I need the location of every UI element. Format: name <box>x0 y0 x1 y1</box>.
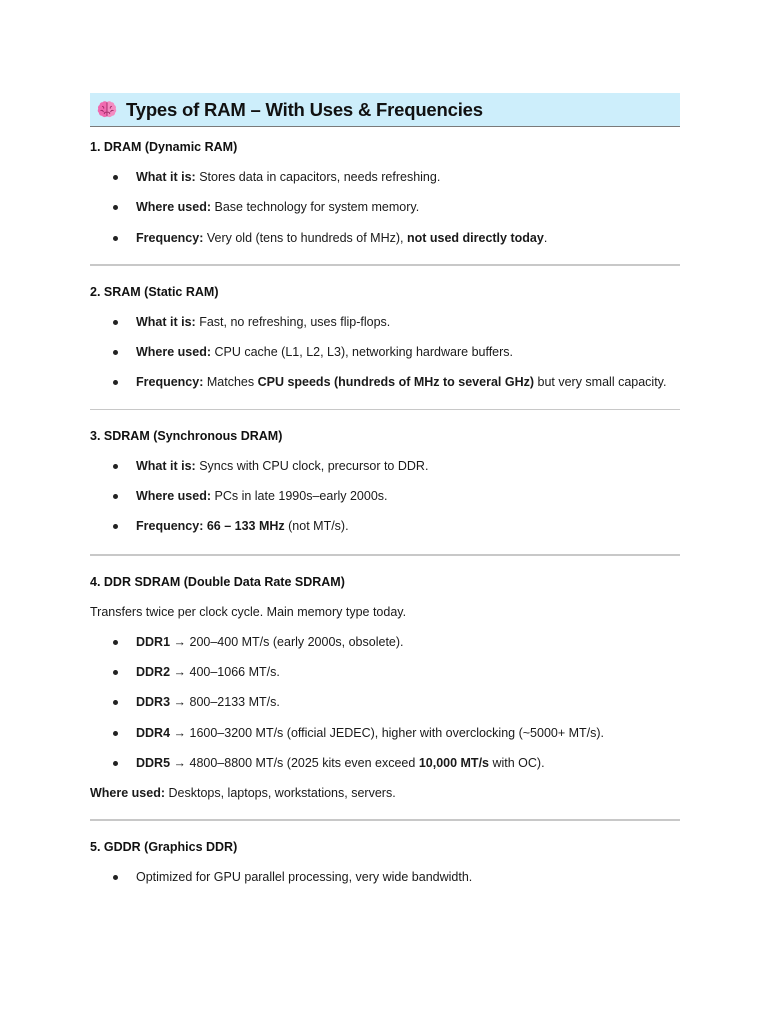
bullet-icon <box>113 175 118 180</box>
section-heading: 2. SRAM (Static RAM) <box>90 284 219 299</box>
section-dram <box>90 132 680 253</box>
bullet-icon <box>113 205 118 210</box>
list-item: Frequency: 66 – 133 MHz (not MT/s). <box>90 511 680 541</box>
list-item: What it is: Fast, no refreshing, uses flip-flops. <box>90 307 680 337</box>
bullet-list <box>90 627 680 778</box>
section-divider <box>90 819 680 821</box>
bullet-icon <box>113 494 118 499</box>
bullet-icon <box>113 380 118 385</box>
page-title: Types of RAM – With Uses & Frequencies <box>126 98 483 120</box>
bullet-icon <box>113 700 118 705</box>
section-heading: 1. DRAM (Dynamic RAM) <box>90 140 238 154</box>
bullet-list <box>90 862 680 892</box>
bullet-icon <box>113 464 118 469</box>
bullet-list <box>90 307 680 398</box>
list-item: DDR2 → 400–1066 MT/s. <box>90 657 680 687</box>
bullet-list <box>90 162 680 253</box>
bullet-icon <box>113 761 118 766</box>
bullet-icon <box>113 875 118 880</box>
document-page <box>90 93 680 892</box>
list-item: Frequency: Matches CPU speeds (hundreds of MHz to several GHz) but very small capacity. <box>90 367 680 397</box>
list-item: What it is: Syncs with CPU clock, precursor to DDR. <box>90 451 680 481</box>
section-sram <box>90 277 680 398</box>
section-heading: 4. DDR SDRAM (Double Data Rate SDRAM) <box>90 574 345 589</box>
section-heading: 5. GDDR (Graphics DDR) <box>90 840 238 855</box>
section-gddr <box>90 832 680 892</box>
bullet-list <box>90 451 680 542</box>
list-item: DDR1 → 200–400 MT/s (early 2000s, obsolete). <box>90 627 680 657</box>
bullet-icon <box>113 524 118 529</box>
list-item: What it is: Stores data in capacitors, needs refreshing. <box>90 162 680 192</box>
bullet-icon <box>113 236 118 241</box>
list-item: Where used: PCs in late 1990s–early 2000s. <box>90 481 680 511</box>
section-sdram <box>90 421 680 542</box>
section-heading: 3. SDRAM (Synchronous DRAM) <box>90 428 283 443</box>
list-item: Where used: Base technology for system memory. <box>90 192 680 222</box>
section-divider <box>90 264 680 266</box>
list-item: DDR3 → 800–2133 MT/s. <box>90 687 680 717</box>
section-footer: Where used: Desktops, laptops, workstations, servers. <box>90 786 396 801</box>
bullet-icon <box>113 731 118 736</box>
list-item: Where used: CPU cache (L1, L2, L3), networking hardware buffers. <box>90 337 680 367</box>
bullet-icon <box>113 640 118 645</box>
section-divider <box>90 409 680 410</box>
section-intro: Transfers twice per clock cycle. Main memory type today. <box>90 604 407 619</box>
title-bar <box>90 93 680 127</box>
section-ddr-sdram <box>90 567 680 808</box>
list-item: Frequency: Very old (tens to hundreds of MHz), not used directly today. <box>90 223 680 253</box>
brain-icon <box>96 99 118 121</box>
list-item: DDR5 → 4800–8800 MT/s (2025 kits even exceed 10,000 MT/s with OC). <box>90 748 680 778</box>
bullet-icon <box>113 320 118 325</box>
list-item: Optimized for GPU parallel processing, very wide bandwidth. <box>90 862 680 892</box>
bullet-icon <box>113 350 118 355</box>
list-item: DDR4 → 1600–3200 MT/s (official JEDEC), higher with overclocking (~5000+ MT/s). <box>90 718 680 748</box>
section-divider <box>90 554 680 556</box>
bullet-icon <box>113 670 118 675</box>
